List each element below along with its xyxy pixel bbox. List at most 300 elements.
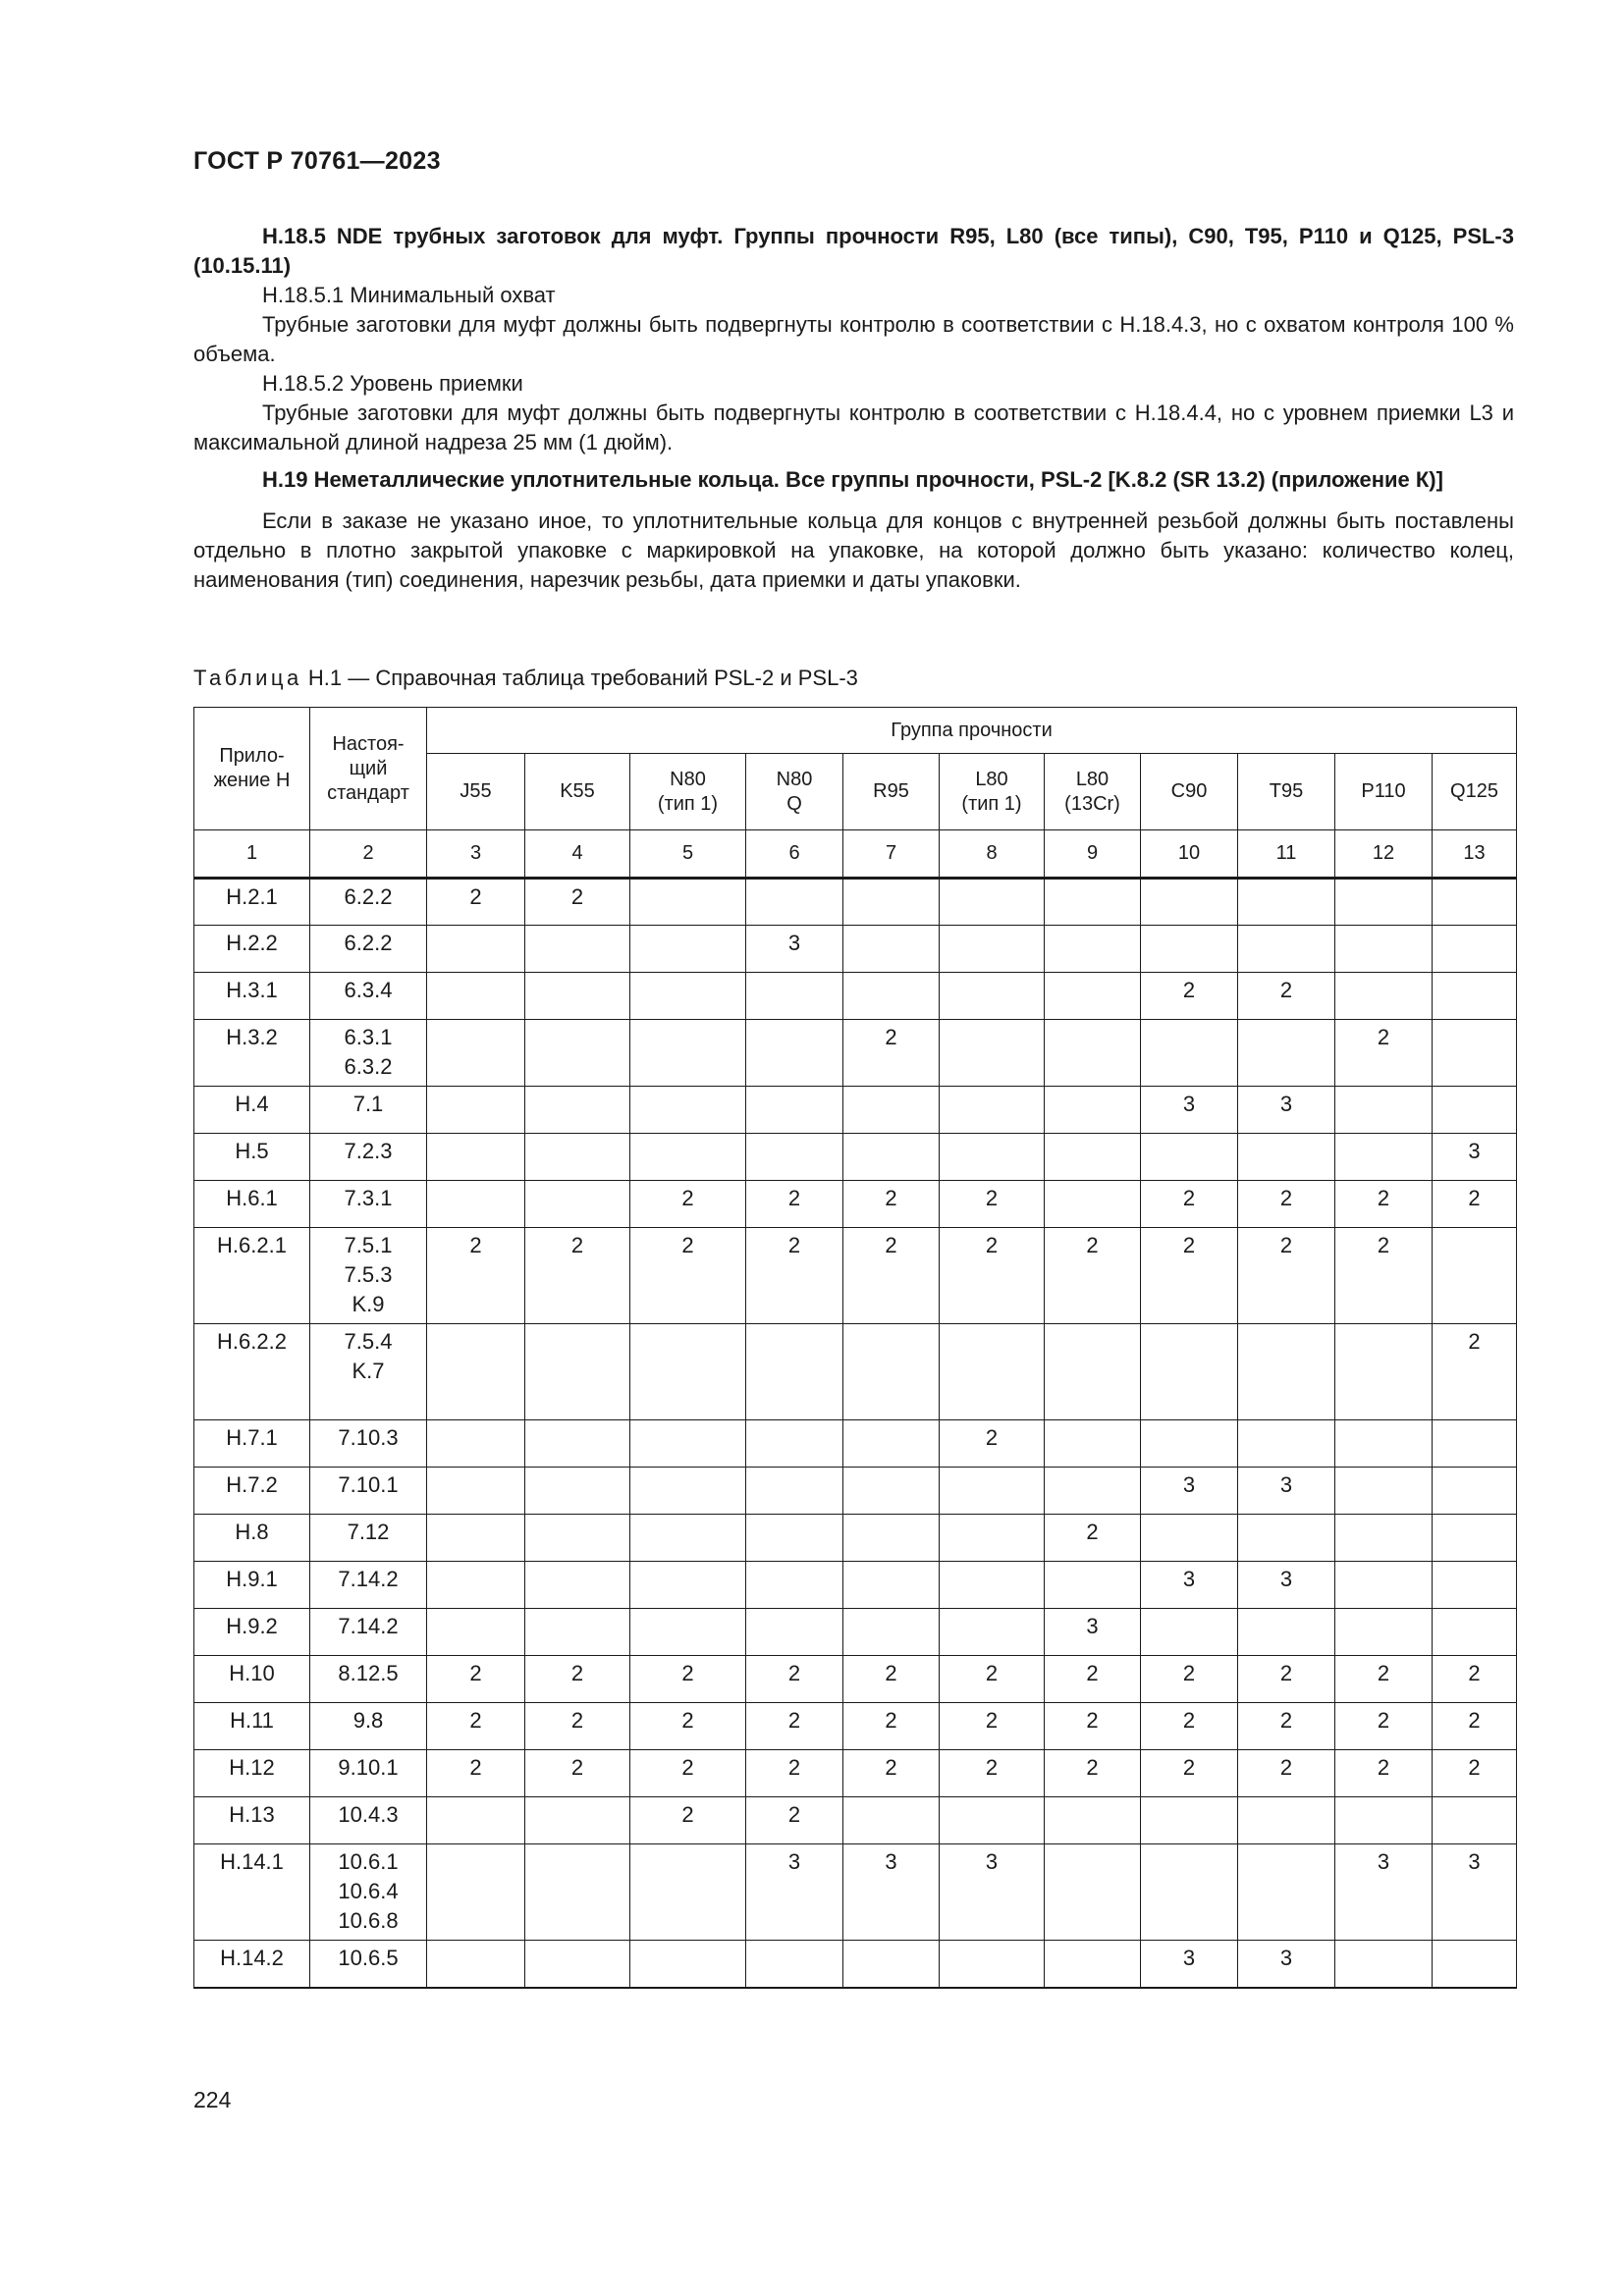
cell-annex: Н.7.2 [194, 1468, 310, 1515]
column-number: 12 [1335, 830, 1433, 879]
cell-psl-level [746, 1941, 843, 1988]
cell-psl-level: 2 [1238, 1228, 1335, 1324]
cell-psl-level: 2 [1433, 1656, 1517, 1703]
cell-psl-level [1045, 1181, 1141, 1228]
cell-psl-level [427, 1020, 525, 1087]
cell-psl-level [1141, 1134, 1238, 1181]
cell-standard: 7.1 [310, 1087, 427, 1134]
cell-psl-level [427, 1562, 525, 1609]
header-grade: N80 Q [746, 754, 843, 830]
section-heading-h18-5: Н.18.5 NDE трубных заготовок для муфт. Группы прочности R95, L80 (все типы), C90, T95, P110 и Q125, PSL-3 (10.15.11) [193, 224, 1514, 278]
cell-psl-level [1433, 1228, 1517, 1324]
cell-psl-level [1335, 1609, 1433, 1656]
cell-psl-level [940, 1562, 1045, 1609]
cell-psl-level [1141, 1420, 1238, 1468]
cell-psl-level: 2 [525, 1228, 630, 1324]
cell-psl-level: 3 [1141, 1468, 1238, 1515]
cell-psl-level [746, 1420, 843, 1468]
cell-psl-level [1045, 1468, 1141, 1515]
cell-psl-level: 2 [1335, 1703, 1433, 1750]
cell-psl-level [525, 1609, 630, 1656]
cell-psl-level [1335, 1324, 1433, 1420]
cell-annex: Н.14.1 [194, 1844, 310, 1941]
cell-psl-level [843, 1087, 940, 1134]
cell-psl-level [940, 1134, 1045, 1181]
cell-psl-level [1045, 1324, 1141, 1420]
cell-annex: Н.6.1 [194, 1181, 310, 1228]
cell-psl-level: 2 [525, 1656, 630, 1703]
cell-psl-level: 2 [1238, 1703, 1335, 1750]
cell-psl-level [1141, 1515, 1238, 1562]
cell-psl-level [1238, 879, 1335, 926]
table-row [194, 879, 1517, 926]
header-grade: K55 [525, 754, 630, 830]
cell-psl-level: 2 [1141, 973, 1238, 1020]
header-grade: T95 [1238, 754, 1335, 830]
cell-psl-level [940, 973, 1045, 1020]
cell-psl-level [1045, 1797, 1141, 1844]
cell-psl-level [1045, 1562, 1141, 1609]
cell-psl-level [746, 1087, 843, 1134]
cell-psl-level [746, 879, 843, 926]
cell-psl-level: 2 [843, 1656, 940, 1703]
cell-psl-level: 2 [843, 1020, 940, 1087]
column-number: 10 [1141, 830, 1238, 879]
cell-psl-level: 2 [1335, 1228, 1433, 1324]
cell-psl-level [1045, 879, 1141, 926]
cell-standard: 7.14.2 [310, 1562, 427, 1609]
cell-annex: Н.3.2 [194, 1020, 310, 1087]
header-annex: Прило- жение Н [194, 708, 310, 830]
header-grade: L80 (13Cr) [1045, 754, 1141, 830]
paragraph-h18-5-1: Трубные заготовки для муфт должны быть подвергнуты контролю в соответствии с Н.18.4.3, но с охватом контроля 100 % объема. [193, 312, 1514, 366]
cell-psl-level [1433, 1609, 1517, 1656]
cell-psl-level [427, 973, 525, 1020]
cell-psl-level: 2 [1335, 1750, 1433, 1797]
cell-psl-level [1335, 879, 1433, 926]
cell-psl-level: 3 [843, 1844, 940, 1941]
cell-annex: Н.12 [194, 1750, 310, 1797]
header-grade: J55 [427, 754, 525, 830]
table-row [194, 1844, 1517, 1941]
cell-psl-level [427, 926, 525, 973]
cell-psl-level [525, 973, 630, 1020]
cell-psl-level [1238, 1844, 1335, 1941]
cell-psl-level: 2 [1433, 1324, 1517, 1420]
cell-psl-level [1335, 1468, 1433, 1515]
table-caption-label: Таблица [193, 666, 302, 690]
table-row [194, 1020, 1517, 1087]
cell-psl-level: 2 [940, 1750, 1045, 1797]
cell-psl-level [1238, 1134, 1335, 1181]
cell-psl-level: 2 [1238, 1181, 1335, 1228]
cell-psl-level: 2 [525, 1703, 630, 1750]
cell-psl-level [843, 1420, 940, 1468]
cell-annex: Н.9.1 [194, 1562, 310, 1609]
document-body [193, 222, 1514, 595]
cell-annex: Н.13 [194, 1797, 310, 1844]
cell-psl-level [1045, 973, 1141, 1020]
cell-psl-level [746, 1468, 843, 1515]
cell-psl-level: 3 [1238, 1087, 1335, 1134]
cell-annex: Н.8 [194, 1515, 310, 1562]
cell-psl-level [427, 1468, 525, 1515]
cell-psl-level: 2 [746, 1656, 843, 1703]
column-number: 8 [940, 830, 1045, 879]
cell-psl-level [940, 1468, 1045, 1515]
cell-psl-level [1433, 1468, 1517, 1515]
cell-psl-level: 2 [427, 1703, 525, 1750]
cell-psl-level: 2 [843, 1703, 940, 1750]
column-number: 4 [525, 830, 630, 879]
cell-annex: Н.14.2 [194, 1941, 310, 1988]
cell-psl-level: 2 [1141, 1228, 1238, 1324]
cell-psl-level [427, 1087, 525, 1134]
cell-psl-level: 2 [1335, 1020, 1433, 1087]
header-grade: N80 (тип 1) [630, 754, 746, 830]
cell-psl-level: 3 [1433, 1844, 1517, 1941]
cell-standard: 7.12 [310, 1515, 427, 1562]
cell-psl-level: 2 [1045, 1656, 1141, 1703]
cell-psl-level [1335, 1562, 1433, 1609]
cell-psl-level [525, 1468, 630, 1515]
table-row [194, 1703, 1517, 1750]
cell-psl-level [1238, 1609, 1335, 1656]
column-number: 2 [310, 830, 427, 879]
cell-annex: Н.6.2.1 [194, 1228, 310, 1324]
cell-psl-level [843, 1515, 940, 1562]
cell-psl-level [1238, 1020, 1335, 1087]
cell-psl-level [746, 1020, 843, 1087]
cell-psl-level [525, 1562, 630, 1609]
column-number: 9 [1045, 830, 1141, 879]
page-number: 224 [193, 2087, 232, 2112]
cell-psl-level [940, 926, 1045, 973]
column-number: 13 [1433, 830, 1517, 879]
cell-psl-level [525, 1844, 630, 1941]
cell-psl-level [1045, 926, 1141, 973]
cell-standard: 7.10.3 [310, 1420, 427, 1468]
header-strength-group: Группа прочности [427, 708, 1517, 754]
cell-psl-level [1335, 973, 1433, 1020]
table-row [194, 1609, 1517, 1656]
table-caption-text: Н.1 — Справочная таблица требований PSL-2 и PSL-3 [307, 666, 858, 690]
cell-psl-level [940, 1941, 1045, 1988]
cell-annex: Н.5 [194, 1134, 310, 1181]
header-grade: C90 [1141, 754, 1238, 830]
cell-psl-level [630, 1020, 746, 1087]
cell-standard: 6.3.4 [310, 973, 427, 1020]
cell-standard: 10.4.3 [310, 1797, 427, 1844]
cell-psl-level [630, 1609, 746, 1656]
cell-psl-level: 2 [1433, 1181, 1517, 1228]
cell-psl-level [630, 1420, 746, 1468]
cell-psl-level [1045, 1844, 1141, 1941]
cell-psl-level [525, 1797, 630, 1844]
cell-psl-level: 3 [1141, 1562, 1238, 1609]
cell-psl-level: 2 [1433, 1703, 1517, 1750]
cell-psl-level: 2 [427, 1228, 525, 1324]
cell-psl-level [843, 1134, 940, 1181]
cell-psl-level [1433, 879, 1517, 926]
cell-psl-level [1335, 1420, 1433, 1468]
cell-psl-level: 2 [1045, 1703, 1141, 1750]
table-row [194, 1468, 1517, 1515]
cell-psl-level: 2 [940, 1181, 1045, 1228]
cell-psl-level [427, 1797, 525, 1844]
section-heading-h19: Н.19 Неметаллические уплотнительные кольца. Все группы прочности, PSL-2 [K.8.2 (SR 13.2) (приложение К)] [262, 467, 1443, 492]
cell-psl-level [1141, 1844, 1238, 1941]
cell-psl-level: 2 [1045, 1228, 1141, 1324]
cell-standard: 10.6.1 10.6.4 10.6.8 [310, 1844, 427, 1941]
column-number: 11 [1238, 830, 1335, 879]
cell-psl-level [630, 973, 746, 1020]
cell-psl-level [1433, 973, 1517, 1020]
cell-psl-level [630, 1087, 746, 1134]
cell-annex: Н.7.1 [194, 1420, 310, 1468]
table-row [194, 1750, 1517, 1797]
cell-psl-level: 2 [630, 1181, 746, 1228]
cell-psl-level [843, 973, 940, 1020]
cell-psl-level [1238, 1515, 1335, 1562]
cell-psl-level: 3 [1238, 1468, 1335, 1515]
column-number: 1 [194, 830, 310, 879]
cell-annex: Н.11 [194, 1703, 310, 1750]
cell-psl-level [525, 1515, 630, 1562]
cell-psl-level [1433, 1020, 1517, 1087]
cell-psl-level [1141, 926, 1238, 973]
cell-psl-level: 2 [940, 1228, 1045, 1324]
cell-psl-level: 2 [843, 1228, 940, 1324]
column-number: 7 [843, 830, 940, 879]
cell-psl-level: 2 [746, 1703, 843, 1750]
cell-psl-level: 2 [630, 1228, 746, 1324]
cell-psl-level: 2 [746, 1797, 843, 1844]
cell-psl-level: 3 [1141, 1087, 1238, 1134]
cell-psl-level: 2 [1238, 973, 1335, 1020]
cell-psl-level [1141, 1609, 1238, 1656]
cell-annex: Н.9.2 [194, 1609, 310, 1656]
cell-standard: 6.2.2 [310, 879, 427, 926]
cell-psl-level: 3 [940, 1844, 1045, 1941]
table-row [194, 1941, 1517, 1988]
table-row [194, 1134, 1517, 1181]
cell-psl-level [1141, 879, 1238, 926]
cell-annex: Н.2.2 [194, 926, 310, 973]
cell-psl-level: 2 [630, 1703, 746, 1750]
cell-psl-level: 2 [1141, 1656, 1238, 1703]
cell-psl-level: 2 [427, 879, 525, 926]
cell-standard: 6.2.2 [310, 926, 427, 973]
cell-standard: 6.3.1 6.3.2 [310, 1020, 427, 1087]
cell-psl-level [630, 1324, 746, 1420]
cell-psl-level [1335, 1941, 1433, 1988]
cell-psl-level: 2 [746, 1750, 843, 1797]
cell-standard: 9.10.1 [310, 1750, 427, 1797]
paragraph-h19: Если в заказе не указано иное, то уплотнительные кольца для концов с внутренней резьбой должны быть поставлены отдельно в плотно закрытой упаковке с маркировкой на упаковке, на которой должно быть указано: количество колец, наименования (тип) соединения, нарезчик резьбы, дата приемки и даты упаковки. [193, 508, 1514, 592]
cell-psl-level [630, 1844, 746, 1941]
column-number: 6 [746, 830, 843, 879]
header-standard: Настоя- щий стандарт [310, 708, 427, 830]
cell-psl-level [1141, 1797, 1238, 1844]
table-caption [193, 664, 858, 693]
cell-psl-level [746, 1324, 843, 1420]
cell-psl-level: 3 [746, 1844, 843, 1941]
cell-psl-level: 2 [746, 1181, 843, 1228]
cell-psl-level: 2 [1141, 1181, 1238, 1228]
cell-psl-level: 2 [1045, 1515, 1141, 1562]
cell-psl-level [1433, 1941, 1517, 1988]
cell-annex: Н.6.2.2 [194, 1324, 310, 1420]
cell-annex: Н.2.1 [194, 879, 310, 926]
cell-standard: 10.6.5 [310, 1941, 427, 1988]
cell-standard: 7.5.4 K.7 [310, 1324, 427, 1420]
requirements-table [193, 707, 1517, 1989]
cell-psl-level [525, 1020, 630, 1087]
table-row [194, 1656, 1517, 1703]
cell-psl-level [427, 1134, 525, 1181]
cell-standard: 9.8 [310, 1703, 427, 1750]
cell-standard: 7.14.2 [310, 1609, 427, 1656]
cell-psl-level: 2 [940, 1420, 1045, 1468]
cell-psl-level: 3 [746, 926, 843, 973]
cell-standard: 8.12.5 [310, 1656, 427, 1703]
cell-psl-level [427, 1844, 525, 1941]
cell-standard: 7.2.3 [310, 1134, 427, 1181]
cell-psl-level [427, 1324, 525, 1420]
subsection-title-h18-5-1: Н.18.5.1 Минимальный охват [262, 283, 556, 307]
cell-psl-level: 3 [1238, 1562, 1335, 1609]
header-grade: Q125 [1433, 754, 1517, 830]
cell-psl-level [630, 1562, 746, 1609]
cell-psl-level: 2 [940, 1703, 1045, 1750]
header-grade: P110 [1335, 754, 1433, 830]
cell-psl-level [427, 1515, 525, 1562]
cell-psl-level [843, 1562, 940, 1609]
cell-psl-level [525, 1941, 630, 1988]
cell-standard: 7.10.1 [310, 1468, 427, 1515]
cell-psl-level [1433, 926, 1517, 973]
cell-psl-level: 3 [1141, 1941, 1238, 1988]
cell-psl-level: 2 [1141, 1703, 1238, 1750]
subsection-title-h18-5-2: Н.18.5.2 Уровень приемки [262, 371, 523, 396]
cell-psl-level [843, 1468, 940, 1515]
cell-psl-level: 2 [525, 879, 630, 926]
cell-psl-level: 2 [1335, 1656, 1433, 1703]
cell-psl-level [940, 1020, 1045, 1087]
cell-psl-level [1433, 1797, 1517, 1844]
cell-psl-level: 2 [630, 1656, 746, 1703]
table-row [194, 926, 1517, 973]
cell-psl-level [630, 1134, 746, 1181]
cell-psl-level [1141, 1020, 1238, 1087]
cell-psl-level [1045, 1020, 1141, 1087]
cell-psl-level: 2 [1141, 1750, 1238, 1797]
cell-psl-level: 3 [1335, 1844, 1433, 1941]
table-row [194, 1515, 1517, 1562]
table-row [194, 1228, 1517, 1324]
table-row [194, 1181, 1517, 1228]
cell-psl-level [940, 1797, 1045, 1844]
cell-psl-level: 2 [427, 1656, 525, 1703]
cell-psl-level: 2 [427, 1750, 525, 1797]
cell-psl-level [630, 1468, 746, 1515]
table-row [194, 1087, 1517, 1134]
cell-psl-level [1433, 1420, 1517, 1468]
cell-psl-level: 2 [843, 1181, 940, 1228]
cell-psl-level: 2 [1238, 1656, 1335, 1703]
cell-psl-level [630, 879, 746, 926]
cell-psl-level [525, 1134, 630, 1181]
cell-psl-level [843, 1609, 940, 1656]
cell-psl-level [427, 1181, 525, 1228]
cell-psl-level: 2 [940, 1656, 1045, 1703]
cell-psl-level: 2 [1238, 1750, 1335, 1797]
cell-psl-level [843, 1797, 940, 1844]
cell-psl-level [1045, 1420, 1141, 1468]
cell-psl-level [940, 1324, 1045, 1420]
column-number: 5 [630, 830, 746, 879]
cell-psl-level [525, 1420, 630, 1468]
paragraph-h18-5-2: Трубные заготовки для муфт должны быть подвергнуты контролю в соответствии с Н.18.4.4, но с уровнем приемки L3 и максимальной длиной надреза 25 мм (1 дюйм). [193, 400, 1514, 454]
cell-psl-level [1433, 1087, 1517, 1134]
cell-psl-level [940, 879, 1045, 926]
cell-psl-level [1335, 1087, 1433, 1134]
cell-psl-level [525, 926, 630, 973]
cell-psl-level [843, 1941, 940, 1988]
cell-psl-level [1335, 1515, 1433, 1562]
cell-psl-level [1238, 1324, 1335, 1420]
cell-psl-level: 2 [746, 1228, 843, 1324]
cell-psl-level [746, 1609, 843, 1656]
cell-psl-level [1335, 1134, 1433, 1181]
header-grade: R95 [843, 754, 940, 830]
cell-psl-level: 2 [1335, 1181, 1433, 1228]
cell-psl-level: 2 [525, 1750, 630, 1797]
cell-psl-level: 3 [1238, 1941, 1335, 1988]
cell-psl-level: 2 [630, 1797, 746, 1844]
cell-standard: 7.3.1 [310, 1181, 427, 1228]
cell-psl-level [1045, 1134, 1141, 1181]
cell-annex: Н.10 [194, 1656, 310, 1703]
cell-psl-level: 3 [1433, 1134, 1517, 1181]
cell-psl-level: 3 [1045, 1609, 1141, 1656]
table-row [194, 1562, 1517, 1609]
document-code-header: ГОСТ Р 70761—2023 [193, 147, 441, 175]
cell-psl-level: 2 [1433, 1750, 1517, 1797]
cell-psl-level [843, 926, 940, 973]
table-row [194, 1324, 1517, 1420]
cell-psl-level: 2 [630, 1750, 746, 1797]
cell-psl-level [1238, 926, 1335, 973]
cell-psl-level [427, 1420, 525, 1468]
cell-psl-level [1238, 1420, 1335, 1468]
cell-psl-level [1238, 1797, 1335, 1844]
cell-psl-level [940, 1087, 1045, 1134]
cell-psl-level [525, 1324, 630, 1420]
cell-psl-level: 2 [1045, 1750, 1141, 1797]
cell-psl-level [746, 1134, 843, 1181]
cell-psl-level [630, 1941, 746, 1988]
cell-psl-level [427, 1941, 525, 1988]
table-row [194, 1420, 1517, 1468]
cell-annex: Н.4 [194, 1087, 310, 1134]
cell-psl-level [630, 926, 746, 973]
cell-psl-level [427, 1609, 525, 1656]
cell-psl-level [843, 1324, 940, 1420]
cell-psl-level [1433, 1515, 1517, 1562]
cell-psl-level [1141, 1324, 1238, 1420]
